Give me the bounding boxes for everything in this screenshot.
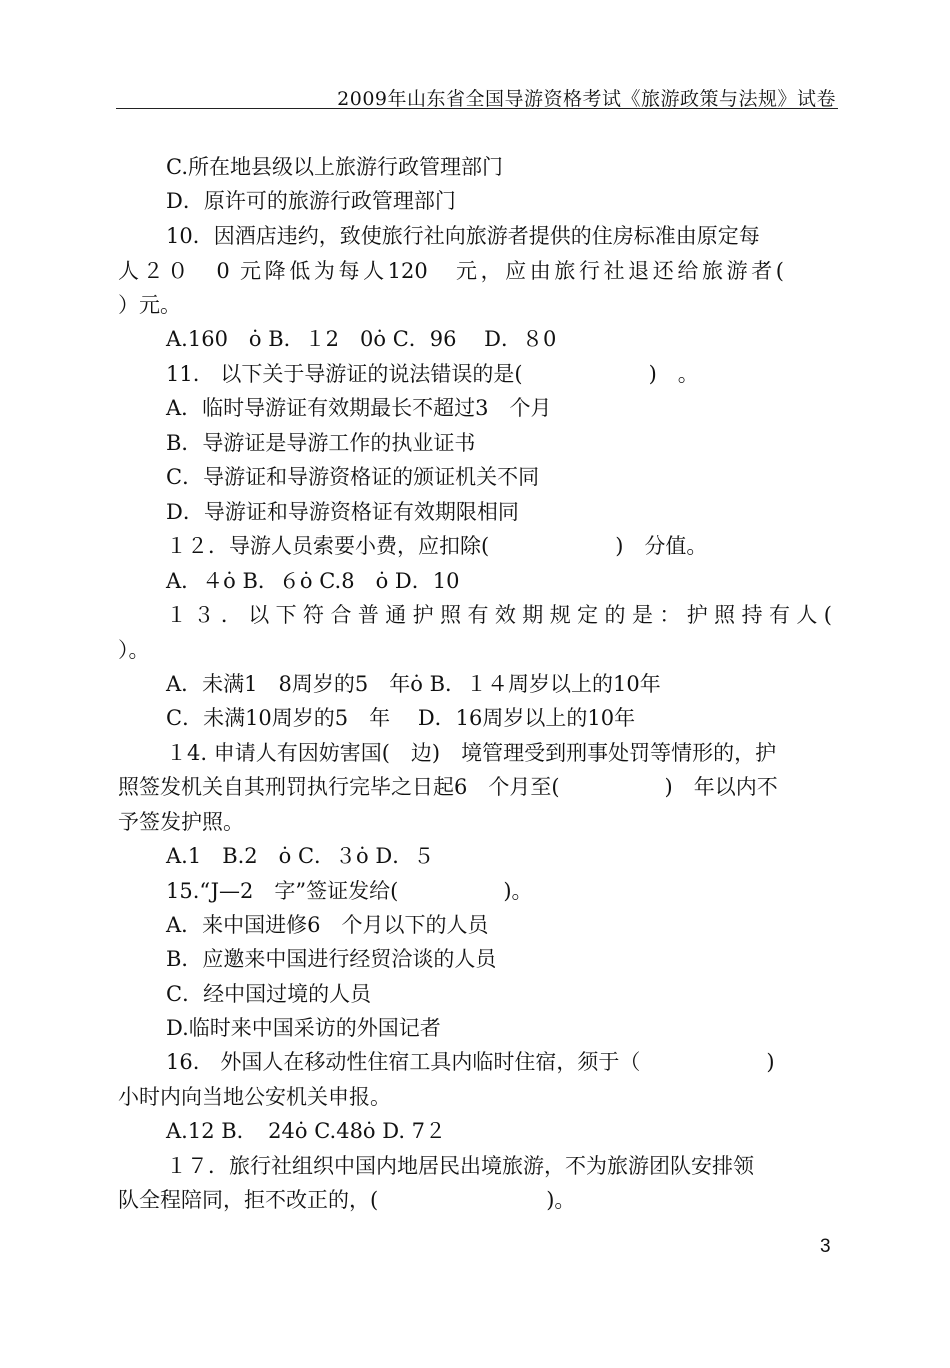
option-line: C．导游证和导游资格证的颁证机关不同	[166, 465, 540, 489]
option-line: D.临时来中国采访的外国记者	[166, 1016, 441, 1040]
question-line: １３．以下符合普通护照有效期规定的是：护照持有人(	[166, 603, 832, 627]
header-rule	[116, 108, 838, 109]
option-line: A．未满1 8周岁的5 年ȯ B．１４周岁以上的10年	[166, 672, 661, 696]
page-header-title: 2009年山东省全国导游资格考试《旅游政策与法规》试卷	[337, 88, 836, 110]
question-line: ）元。	[118, 293, 181, 317]
page-number: 3	[820, 1236, 831, 1257]
question-line: 16. 外国人在移动性住宿工具内临时住宿，须于（ )	[166, 1050, 775, 1074]
option-line: C.所在地县级以上旅游行政管理部门	[166, 155, 503, 179]
option-line: C．经中国过境的人员	[166, 982, 372, 1006]
option-line: B．应邀来中国进行经贸洽谈的人员	[166, 947, 497, 971]
option-line: B．导游证是导游工作的执业证书	[166, 431, 476, 455]
question-line: １７．旅行社组织中国内地居民出境旅游，不为旅游团队安排领	[166, 1154, 754, 1178]
option-line: C．未满10周岁的5 年 D．16周岁以上的10年	[166, 706, 636, 730]
question-line: 15.“J—2 字”签证发给( )。	[166, 879, 533, 903]
option-line: D．原许可的旅游行政管理部门	[166, 189, 456, 213]
option-line: A．４ȯ B．６ȯ C.8 ȯ D．10	[166, 569, 460, 593]
question-line: 11. 以下关于导游证的说法错误的是( ) 。	[166, 362, 699, 386]
question-line: 10．因酒店违约，致使旅行社向旅游者提供的住房标准由原定每	[166, 224, 760, 248]
question-line: 小时内向当地公安机关申报。	[118, 1085, 391, 1109]
option-line: A.160 ȯ B．１2 0ȯ C．96 D．８0	[166, 327, 557, 351]
question-line: ）。	[118, 638, 150, 662]
option-line: A．来中国进修6 个月以下的人员	[166, 913, 489, 937]
option-line: A.12 B． 24ȯ C.48ȯ D. 7２	[166, 1119, 447, 1143]
option-line: D．导游证和导游资格证有效期限相同	[166, 500, 519, 524]
option-line: A.1 B.2 ȯ C．３ȯ D．５	[166, 844, 435, 868]
question-line: 照签发机关自其刑罚执行完毕之日起6 个月至( ) 年以内不	[118, 775, 778, 799]
question-line: 队全程陪同，拒不改正的，( )。	[118, 1188, 576, 1212]
question-line: 人２０ 0 元降低为每人120 元，应由旅行社退还给旅游者(	[118, 259, 784, 283]
question-line: １4. 申请人有因妨害国( 边) 境管理受到刑事处罚等情形的，护	[166, 741, 777, 765]
question-line: １２．导游人员索要小费，应扣除( ) 分值。	[166, 534, 708, 558]
option-line: A．临时导游证有效期最长不超过3 个月	[166, 396, 552, 420]
question-line: 予签发护照。	[118, 810, 244, 834]
